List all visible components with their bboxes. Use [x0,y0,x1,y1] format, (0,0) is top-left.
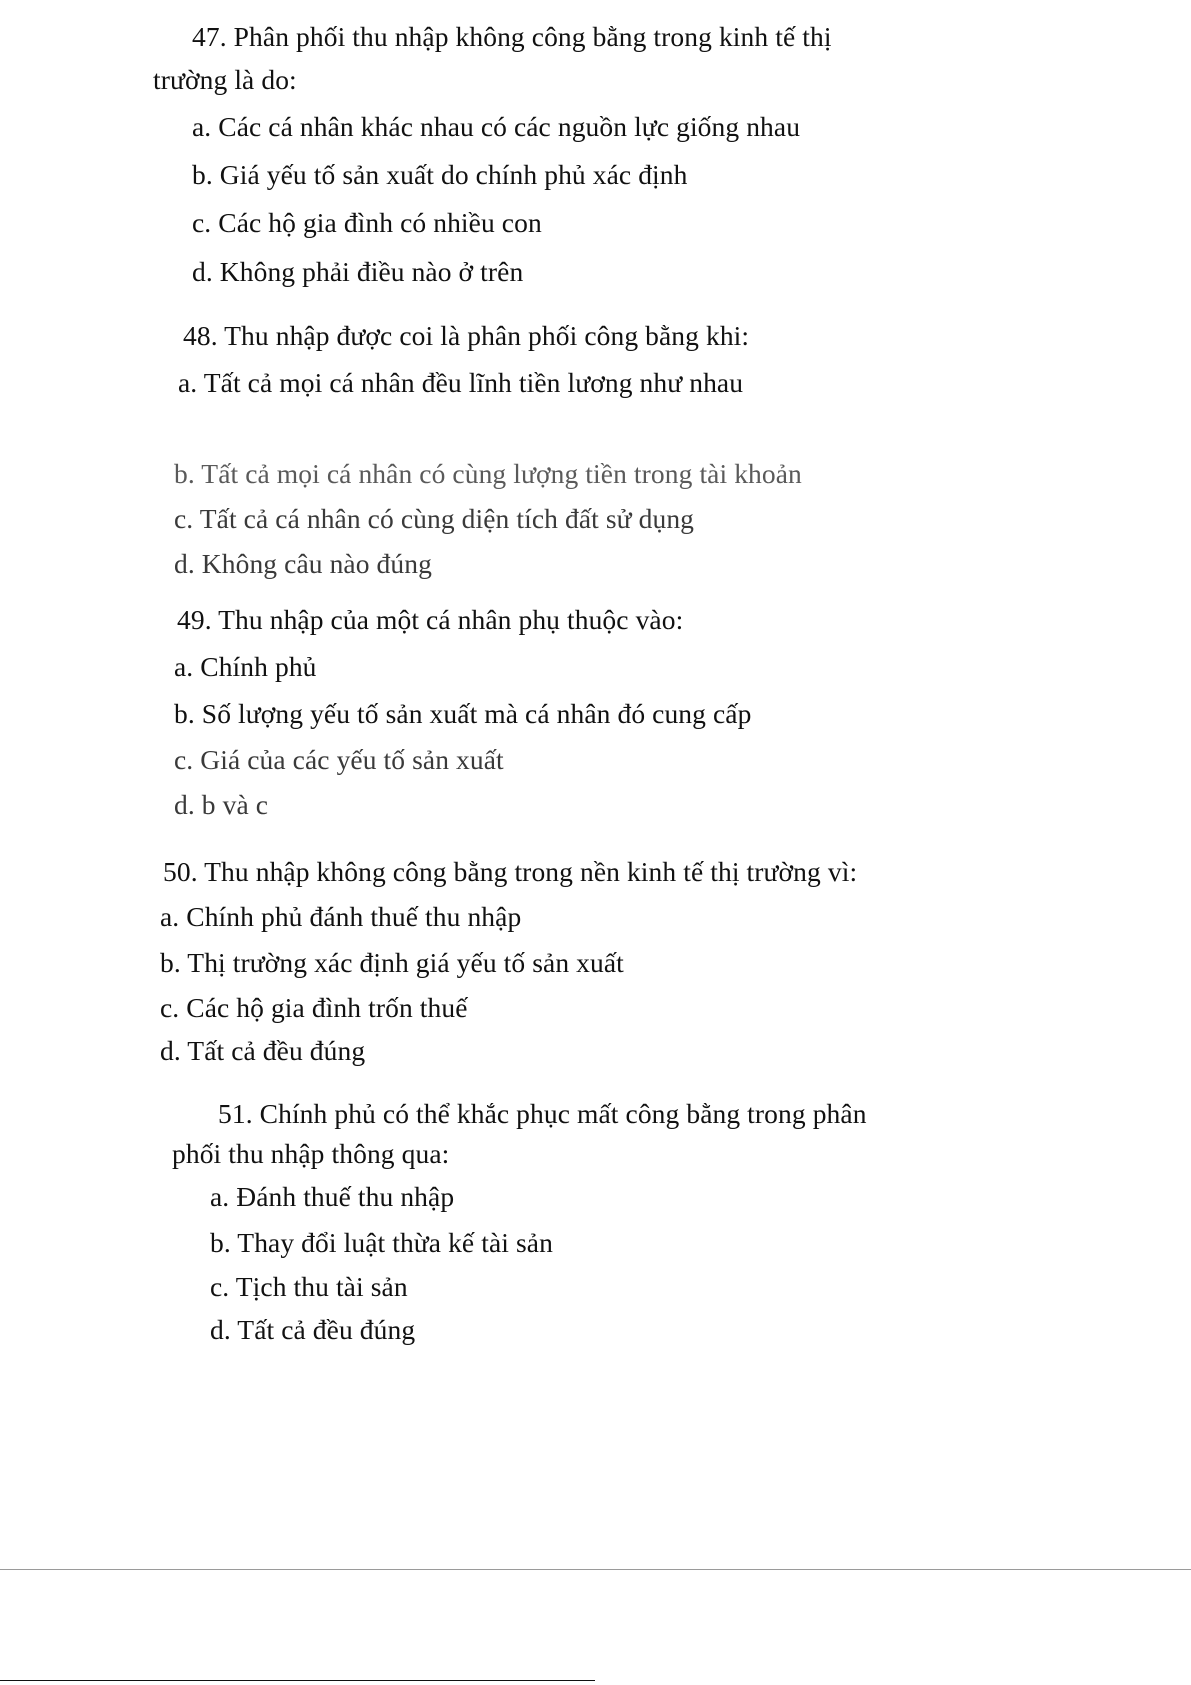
question-49-option-d: d. b và c [174,789,269,820]
question-51-option-a: a. Đánh thuế thu nhập [210,1181,455,1212]
question-50-option-c: c. Các hộ gia đình trốn thuế [160,992,468,1023]
question-47-option-b: b. Giá yếu tố sản xuất do chính phủ xác định [192,159,688,190]
question-48-stem: 48. Thu nhập được coi là phân phối công bằng khi: [183,320,750,351]
question-47-stem-line-2: trường là do: [153,64,297,95]
question-47-stem-line-1: 47. Phân phối thu nhập không công bằng trong kinh tế thị [192,21,832,52]
question-48-option-b: b. Tất cả mọi cá nhân có cùng lượng tiền trong tài khoản [174,458,802,489]
question-50-option-a: a. Chính phủ đánh thuế thu nhập [160,901,522,932]
question-47-option-c: c. Các hộ gia đình có nhiều con [192,207,542,238]
question-49-option-c: c. Giá của các yếu tố sản xuất [174,744,504,775]
question-51-option-c: c. Tịch thu tài sản [210,1271,408,1302]
question-49-option-a: a. Chính phủ [174,651,317,682]
question-49-option-b: b. Số lượng yếu tố sản xuất mà cá nhân đó cung cấp [174,698,752,729]
question-50-option-d: d. Tất cả đều đúng [160,1035,366,1066]
question-51-stem-line-1: 51. Chính phủ có thể khắc phục mất công bằng trong phân [218,1098,867,1129]
question-47-option-d: d. Không phải điều nào ở trên [192,256,524,287]
question-49-stem: 49. Thu nhập của một cá nhân phụ thuộc vào: [177,604,684,635]
question-48-option-c: c. Tất cả cá nhân có cùng diện tích đất sử dụng [174,503,695,534]
question-51-option-d: d. Tất cả đều đúng [210,1314,416,1345]
question-50-stem: 50. Thu nhập không công bằng trong nền kinh tế thị trường vì: [163,856,858,887]
footer-rule [0,1680,595,1681]
question-47-option-a: a. Các cá nhân khác nhau có các nguồn lực giống nhau [192,111,801,142]
question-48-option-a: a. Tất cả mọi cá nhân đều lĩnh tiền lương như nhau [178,367,744,398]
page-divider [0,1569,1191,1570]
question-51-option-b: b. Thay đổi luật thừa kế tài sản [210,1227,553,1258]
question-50-option-b: b. Thị trường xác định giá yếu tố sản xuất [160,947,624,978]
question-48-option-d: d. Không câu nào đúng [174,548,432,579]
question-51-stem-line-2: phối thu nhập thông qua: [172,1138,450,1169]
